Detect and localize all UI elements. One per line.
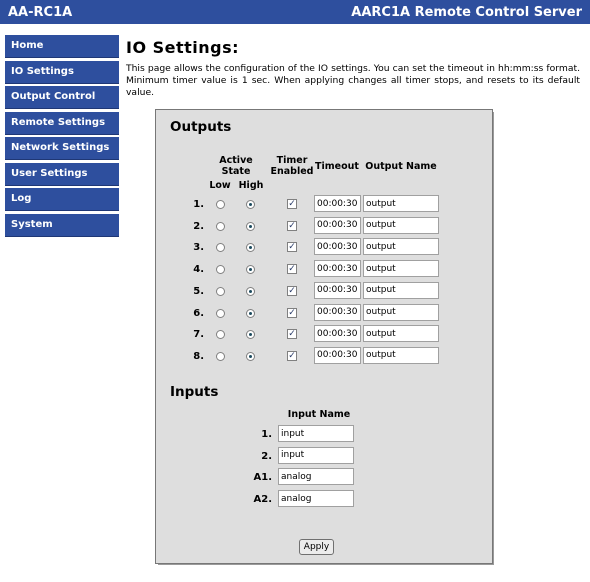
active-low-radio[interactable] [216, 287, 225, 296]
timeout-input[interactable] [314, 325, 361, 342]
active-low-radio[interactable] [216, 200, 225, 209]
server-title: AARC1A Remote Control Server [351, 5, 582, 20]
output-name-input[interactable] [363, 282, 439, 299]
active-low-radio[interactable] [216, 330, 225, 339]
low-header: Low [209, 180, 231, 191]
timer-enabled-checkbox[interactable]: ✓ [288, 329, 296, 340]
output-name-input[interactable] [363, 238, 439, 255]
io-settings-panel [155, 109, 493, 564]
timeout-input[interactable] [314, 304, 361, 321]
input-row [156, 447, 492, 467]
active-low-radio[interactable] [216, 309, 225, 318]
timer-enabled-checkbox[interactable]: ✓ [288, 242, 296, 253]
input-label: 2. [261, 450, 272, 462]
page-title: IO Settings: [126, 38, 240, 57]
active-high-radio[interactable] [246, 200, 255, 209]
output-number: 7. [193, 329, 204, 341]
nav-item-output-control[interactable]: Output Control [5, 86, 119, 109]
inputs-title: Inputs [170, 384, 219, 400]
timeout-input[interactable] [314, 195, 361, 212]
output-number: 2. [193, 220, 204, 232]
output-number: 4. [193, 264, 204, 276]
outputs-title: Outputs [170, 119, 232, 135]
active-low-radio[interactable] [216, 243, 225, 252]
output-number: 8. [193, 350, 204, 362]
output-number: 3. [193, 242, 204, 254]
timer-enabled-checkbox[interactable]: ✓ [288, 220, 296, 231]
output-row [156, 304, 492, 324]
output-number: 1. [193, 199, 204, 210]
input-name-input[interactable] [278, 447, 354, 464]
active-state-header: Active State [219, 155, 253, 177]
timer-enabled-header: Timer Enabled [270, 155, 314, 177]
active-low-radio[interactable] [216, 222, 225, 231]
sidebar-nav [5, 35, 119, 239]
top-bar [0, 0, 590, 24]
input-name-input[interactable] [278, 490, 354, 507]
active-high-radio[interactable] [246, 265, 255, 274]
active-high-radio[interactable] [246, 287, 255, 296]
output-name-input[interactable] [363, 347, 439, 364]
active-high-radio[interactable] [246, 222, 255, 231]
input-label: 1. [261, 429, 272, 440]
input-row [156, 425, 492, 445]
timeout-input[interactable] [314, 347, 361, 364]
output-row [156, 195, 492, 215]
output-row [156, 325, 492, 345]
brand-title: AA-RC1A [8, 5, 73, 20]
output-number: 5. [193, 285, 204, 297]
active-low-radio[interactable] [216, 265, 225, 274]
output-name-input[interactable] [363, 195, 439, 212]
nav-item-system[interactable]: System [5, 214, 119, 237]
high-header: High [238, 180, 264, 191]
timeout-header: Timeout [315, 161, 359, 172]
active-low-radio[interactable] [216, 352, 225, 361]
input-label: A2. [253, 494, 272, 506]
input-name-input[interactable] [278, 468, 354, 485]
timer-enabled-checkbox[interactable]: ✓ [288, 307, 296, 318]
timeout-input[interactable] [314, 238, 361, 255]
timer-enabled-checkbox[interactable]: ✓ [288, 199, 296, 209]
output-row [156, 238, 492, 258]
active-high-radio[interactable] [246, 243, 255, 252]
output-row [156, 347, 492, 367]
input-row [156, 490, 492, 510]
page-description: This page allows the configuration of the IO settings. You can set the timeout in hh:mm:ss format. Minimum timer value is 1 sec. When applying changes all timer stops, and resets to its default value. [126, 63, 580, 98]
output-name-input[interactable] [363, 217, 439, 234]
output-name-input[interactable] [363, 325, 439, 342]
output-name-header: Output Name [365, 161, 437, 172]
nav-item-log[interactable]: Log [5, 188, 119, 211]
timer-enabled-checkbox[interactable]: ✓ [288, 264, 296, 275]
output-row [156, 217, 492, 237]
nav-item-remote-settings[interactable]: Remote Settings [5, 112, 119, 135]
output-name-input[interactable] [363, 260, 439, 277]
nav-item-home[interactable]: Home [5, 35, 119, 58]
timeout-input[interactable] [314, 260, 361, 277]
input-row [156, 468, 492, 488]
timer-enabled-checkbox[interactable]: ✓ [288, 285, 296, 296]
input-name-input[interactable] [278, 425, 354, 442]
timeout-input[interactable] [314, 282, 361, 299]
input-name-header: Input Name [287, 409, 351, 420]
nav-item-network-settings[interactable]: Network Settings [5, 137, 119, 160]
active-high-radio[interactable] [246, 309, 255, 318]
output-name-input[interactable] [363, 304, 439, 321]
apply-button[interactable]: Apply [299, 539, 334, 555]
output-number: 6. [193, 307, 204, 319]
active-high-radio[interactable] [246, 352, 255, 361]
nav-item-io-settings[interactable]: IO Settings [5, 61, 119, 84]
output-row [156, 260, 492, 280]
timer-enabled-checkbox[interactable]: ✓ [288, 350, 296, 361]
input-label: A1. [253, 472, 272, 484]
output-row [156, 282, 492, 302]
timeout-input[interactable] [314, 217, 361, 234]
nav-item-user-settings[interactable]: User Settings [5, 163, 119, 186]
active-high-radio[interactable] [246, 330, 255, 339]
